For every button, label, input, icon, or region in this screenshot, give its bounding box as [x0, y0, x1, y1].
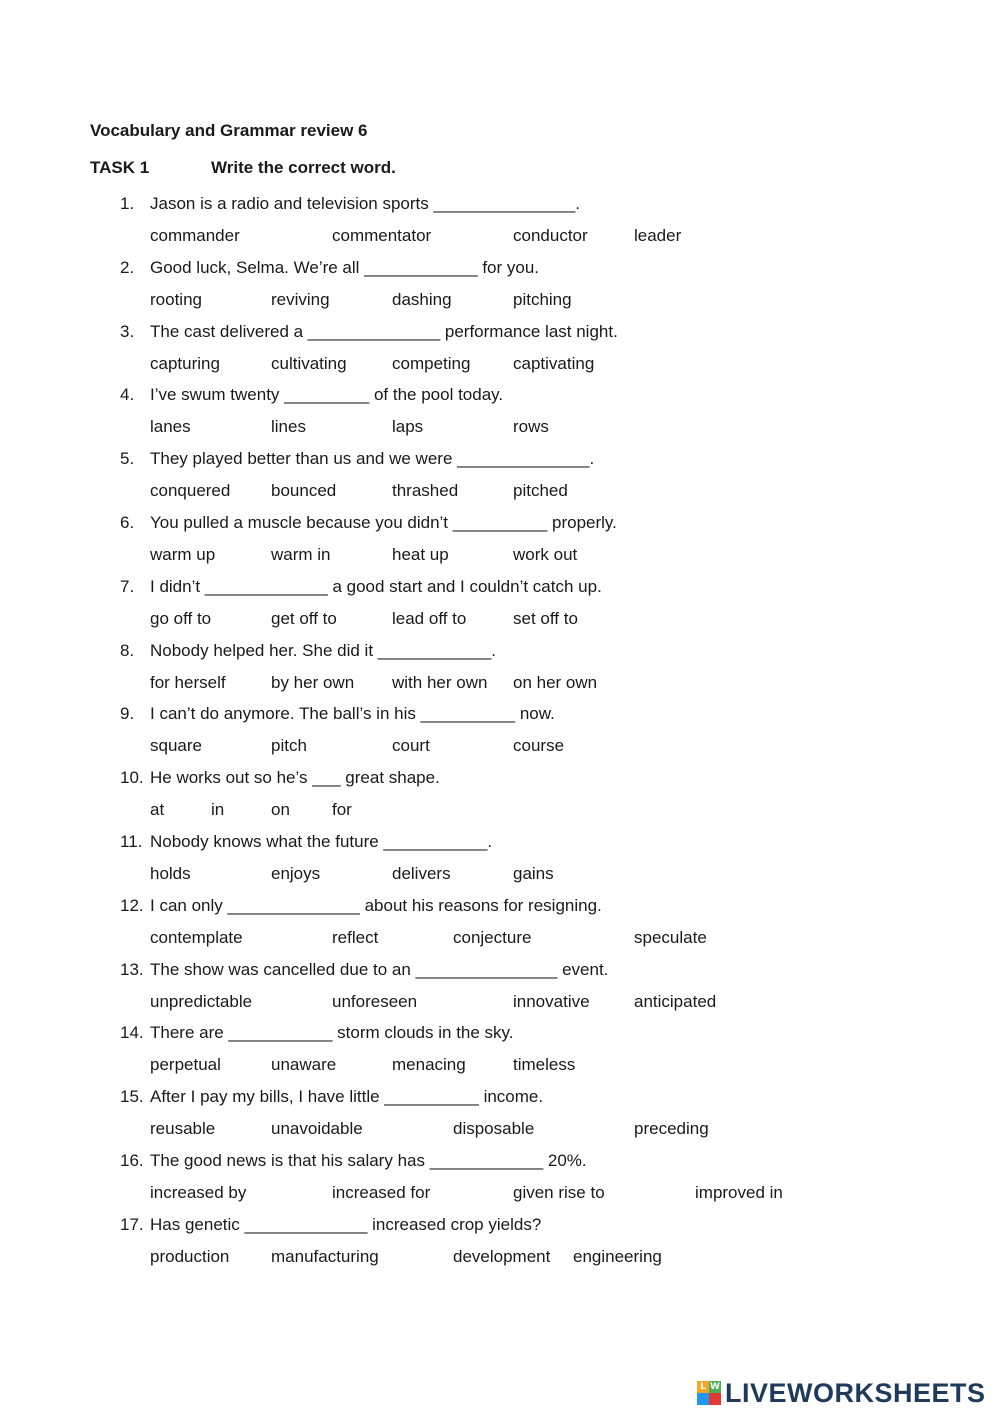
question-number: 5. [120, 449, 135, 469]
liveworksheets-logo [697, 1378, 986, 1408]
question-number: 6. [120, 513, 135, 532]
answer-option[interactable]: conductor [513, 226, 588, 245]
question-text: After I pay my bills, I have little __________ income. [150, 1087, 544, 1107]
answer-option[interactable]: conjecture [453, 927, 532, 947]
question-item [0, 385, 1000, 449]
answer-option[interactable]: reflect [332, 927, 379, 947]
answer-option[interactable]: on [271, 800, 290, 820]
question-text: He works out so he’s ___ great shape. [150, 768, 440, 788]
answer-option[interactable]: work out [513, 545, 578, 564]
answer-option[interactable]: on her own [513, 672, 598, 692]
question-item [0, 449, 1000, 513]
answer-option[interactable]: delivers [392, 864, 451, 883]
answer-option[interactable]: rows [513, 417, 549, 437]
answer-option[interactable]: conquered [150, 481, 231, 501]
answer-option[interactable]: speculate [634, 927, 707, 947]
question-text: They played better than us and we were ______________. [150, 449, 595, 469]
answer-option[interactable]: preceding [634, 1119, 709, 1139]
answer-option[interactable]: engineering [573, 1246, 662, 1266]
answer-option[interactable]: menacing [392, 1055, 466, 1075]
answer-option[interactable]: anticipated [634, 991, 717, 1011]
answer-option[interactable]: leader [634, 226, 682, 245]
answer-option[interactable]: increased for [332, 1183, 431, 1202]
answer-option[interactable]: for herself [150, 672, 226, 692]
answer-option[interactable]: lines [271, 417, 306, 437]
question-item [0, 322, 1000, 386]
answer-option[interactable]: increased by [150, 1183, 247, 1202]
answer-option[interactable]: enjoys [271, 864, 321, 883]
answer-option[interactable]: competing [392, 353, 471, 373]
question-item [0, 258, 1000, 322]
question-text: Jason is a radio and television sports _______________. [150, 194, 581, 213]
answer-option[interactable]: unaware [271, 1055, 337, 1075]
question-item [0, 577, 1000, 641]
question-number: 4. [120, 385, 135, 405]
answer-option[interactable]: reusable [150, 1119, 216, 1139]
question-item [0, 768, 1000, 832]
answer-option[interactable]: capturing [150, 353, 220, 373]
liveworksheets-mark-icon: L W [697, 1381, 721, 1405]
task-label: TASK 1 [90, 158, 150, 177]
answer-option[interactable]: laps [392, 417, 424, 437]
answer-option[interactable]: at [150, 800, 165, 820]
question-number: 17. [120, 1214, 144, 1234]
answer-option[interactable]: disposable [453, 1119, 535, 1139]
answer-option[interactable]: heat up [392, 545, 449, 564]
answer-option[interactable]: contemplate [150, 927, 243, 947]
answer-option[interactable]: production [150, 1246, 230, 1266]
question-number: 16. [120, 1151, 144, 1170]
question-item [0, 1215, 1000, 1279]
answer-option[interactable]: get off to [271, 608, 337, 628]
question-number: 3. [120, 321, 135, 341]
question-number: 8. [120, 640, 135, 660]
answer-option[interactable]: with her own [392, 672, 488, 692]
answer-option[interactable]: innovative [513, 991, 590, 1011]
answer-option[interactable]: gains [513, 864, 554, 883]
answer-option[interactable]: rooting [150, 289, 202, 309]
answer-option[interactable]: reviving [271, 289, 330, 309]
answer-option[interactable]: course [513, 736, 565, 756]
answer-option[interactable]: manufacturing [271, 1246, 379, 1266]
answer-option[interactable]: square [150, 736, 202, 756]
answer-option[interactable]: lead off to [392, 608, 467, 628]
question-number: 9. [120, 704, 135, 724]
answer-option[interactable]: commentator [332, 226, 432, 245]
answer-option[interactable]: pitching [513, 289, 572, 309]
question-item [0, 896, 1000, 960]
question-number: 14. [120, 1023, 144, 1043]
question-text: Nobody helped her. She did it ____________. [150, 640, 496, 660]
answer-option[interactable]: holds [150, 864, 191, 883]
question-item [0, 641, 1000, 705]
answer-option[interactable]: unavoidable [271, 1119, 363, 1139]
brand-name: LIVEWORKSHEETS [725, 1377, 986, 1408]
answer-option[interactable]: warm up [150, 545, 216, 564]
question-item [0, 194, 1000, 258]
question-text: Good luck, Selma. We’re all ____________ for you. [150, 257, 540, 277]
question-item [0, 513, 1000, 577]
question-number: 15. [120, 1087, 144, 1107]
question-item [0, 832, 1000, 896]
question-number: 12. [120, 895, 144, 915]
question-number: 13. [120, 959, 144, 979]
answer-option[interactable]: pitched [513, 481, 568, 501]
answer-option[interactable]: in [211, 800, 225, 820]
question-item [0, 1087, 1000, 1151]
question-item [0, 1151, 1000, 1215]
answer-option[interactable]: perpetual [150, 1055, 221, 1075]
answer-option[interactable]: set off to [513, 608, 578, 628]
answer-option[interactable]: by her own [271, 672, 355, 692]
answer-option[interactable]: given rise to [513, 1183, 605, 1202]
question-text: I can only ______________ about his reasons for resigning. [150, 895, 602, 915]
answer-option[interactable]: court [392, 736, 430, 756]
answer-option[interactable]: unpredictable [150, 991, 253, 1011]
task-instruction: Write the correct word. [211, 158, 396, 177]
question-text: There are ___________ storm clouds in the sky. [150, 1023, 514, 1043]
question-text: I didn’t _____________ a good start and I couldn’t catch up. [150, 576, 602, 596]
answer-option[interactable]: for [332, 800, 352, 820]
answer-option[interactable]: unforeseen [332, 991, 418, 1011]
question-text: The show was cancelled due to an _______________ event. [150, 959, 609, 979]
answer-option[interactable]: commander [150, 226, 240, 245]
question-number: 11. [120, 832, 143, 851]
answer-option[interactable]: timeless [513, 1055, 576, 1075]
question-text: The cast delivered a ______________ performance last night. [150, 321, 618, 341]
question-item [0, 1023, 1000, 1087]
question-text: Nobody knows what the future ___________. [150, 832, 493, 851]
answer-option[interactable]: bounced [271, 481, 337, 501]
answer-option[interactable]: improved in [695, 1183, 783, 1202]
worksheet-title: Vocabulary and Grammar review 6 [90, 121, 368, 140]
question-number: 10. [120, 768, 144, 788]
answer-option[interactable]: development [453, 1246, 551, 1266]
answer-option[interactable]: captivating [513, 353, 595, 373]
question-number: 2. [120, 257, 135, 277]
answer-option[interactable]: lanes [150, 417, 191, 437]
answer-option[interactable]: dashing [392, 289, 452, 309]
answer-option[interactable]: warm in [271, 545, 331, 564]
question-item [0, 960, 1000, 1024]
question-number: 1. [120, 194, 135, 213]
answer-option[interactable]: pitch [271, 736, 307, 756]
question-text: You pulled a muscle because you didn’t __________ properly. [150, 513, 617, 532]
question-text: Has genetic _____________ increased crop yields? [150, 1214, 542, 1234]
question-number: 7. [120, 576, 135, 596]
answer-option[interactable]: thrashed [392, 481, 459, 501]
question-text: I’ve swum twenty _________ of the pool today. [150, 385, 504, 405]
answer-option[interactable]: go off to [150, 608, 212, 628]
question-text: The good news is that his salary has ____________ 20%. [150, 1151, 587, 1170]
question-text: I can’t do anymore. The ball’s in his __________ now. [150, 704, 555, 724]
question-item [0, 704, 1000, 768]
answer-option[interactable]: cultivating [271, 353, 347, 373]
